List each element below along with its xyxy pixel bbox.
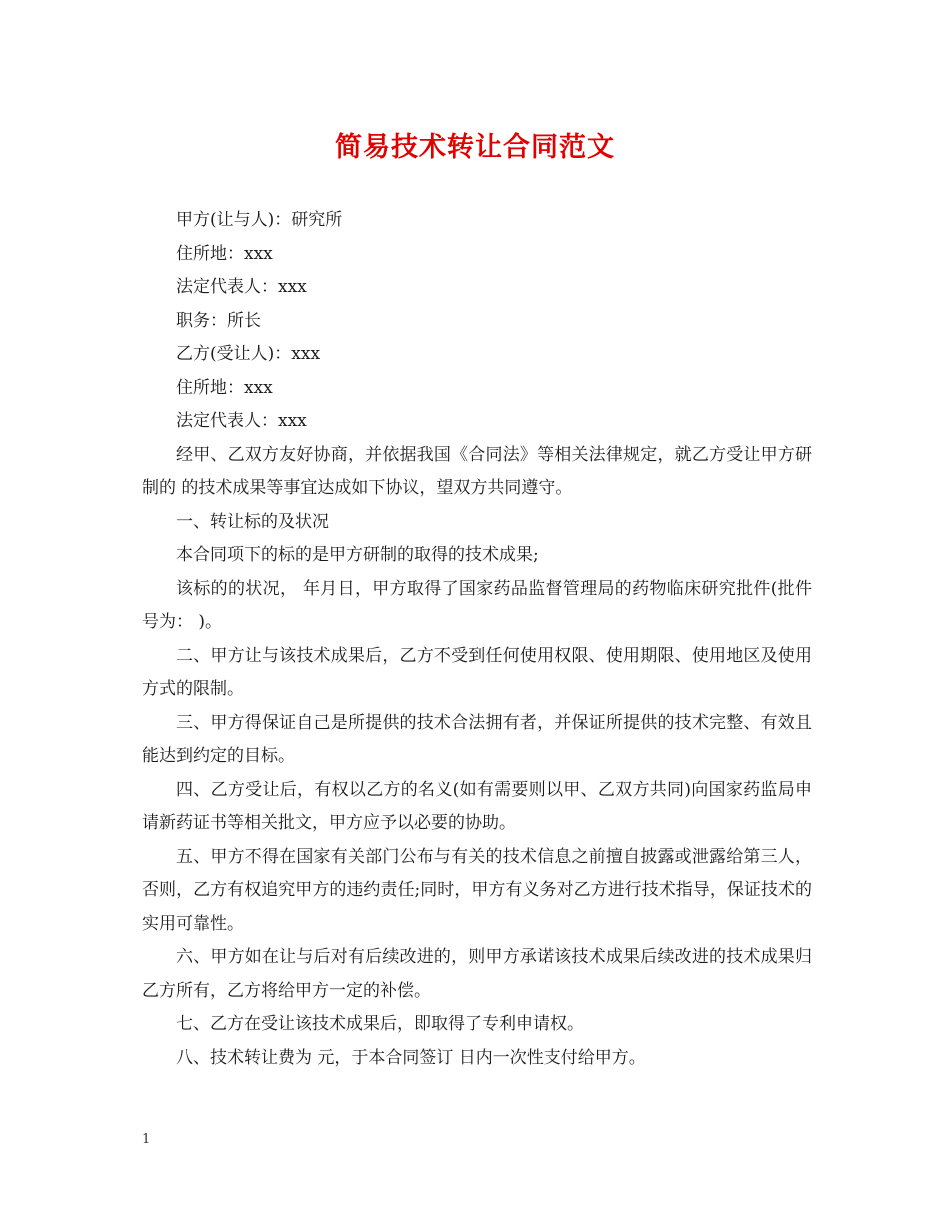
clause-paragraph: 本合同项下的标的是甲方研制的取得的技术成果;: [176, 545, 539, 565]
party-b-address: 住所地：xxx: [176, 377, 273, 398]
clause-paragraph: 该标的的状况， 年月日，甲方取得了国家药品监督管理局的药物临床研究批件(批件号为： )。: [142, 578, 812, 632]
clause-8: 八、技术转让费为 元，于本合同签订 日内一次性支付给甲方。: [176, 1047, 646, 1068]
party-b-representative: 法定代表人：xxx: [176, 411, 307, 431]
clause-3: 三、甲方得保证自己是所提供的技术合法拥有者，并保证所提供的技术完整、有效且能达到约定的目标。: [142, 712, 812, 766]
section-heading-1: 一、转让标的及状况: [176, 511, 329, 532]
clause-4: 四、乙方受让后，有权以乙方的名义(如有需要则以甲、乙双方共同)向国家药监局申请新药证书等相关批文，甲方应予以必要的协助。: [142, 779, 812, 833]
document-title: 简易技术转让合同范文: [335, 132, 615, 163]
clause-5: 五、甲方不得在国家有关部门公布与有关的技术信息之前擅自披露或泄露给第三人，否则，乙方有权追究甲方的违约责任;同时，甲方有义务对乙方进行技术指导，保证技术的实用可靠性。: [142, 846, 812, 934]
party-a-name: 甲方(让与人)：研究所: [176, 210, 343, 230]
clause-2: 二、甲方让与该技术成果后，乙方不受到任何使用权限、使用期限、使用地区及使用方式的限制。: [142, 645, 812, 699]
document-body: [142, 204, 812, 1075]
party-b-name: 乙方(受让人)：xxx: [176, 344, 321, 364]
clause-6: 六、甲方如在让与后对有后续改进的，则甲方承诺该技术成果后续改进的技术成果归乙方所有，乙方将给甲方一定的补偿。: [142, 947, 812, 1001]
preamble-paragraph: 经甲、乙双方友好协商，并依据我国《合同法》等相关法律规定，就乙方受让甲方研制的 的技术成果等事宜达成如下协议，望双方共同遵守。: [142, 444, 812, 498]
page-number: 1: [142, 1132, 151, 1147]
clause-7: 七、乙方在受让该技术成果后，即取得了专利申请权。: [176, 1014, 584, 1034]
party-a-address: 住所地：xxx: [176, 243, 273, 264]
party-a-position: 职务：所长: [176, 310, 261, 331]
party-a-representative: 法定代表人：xxx: [176, 277, 307, 297]
